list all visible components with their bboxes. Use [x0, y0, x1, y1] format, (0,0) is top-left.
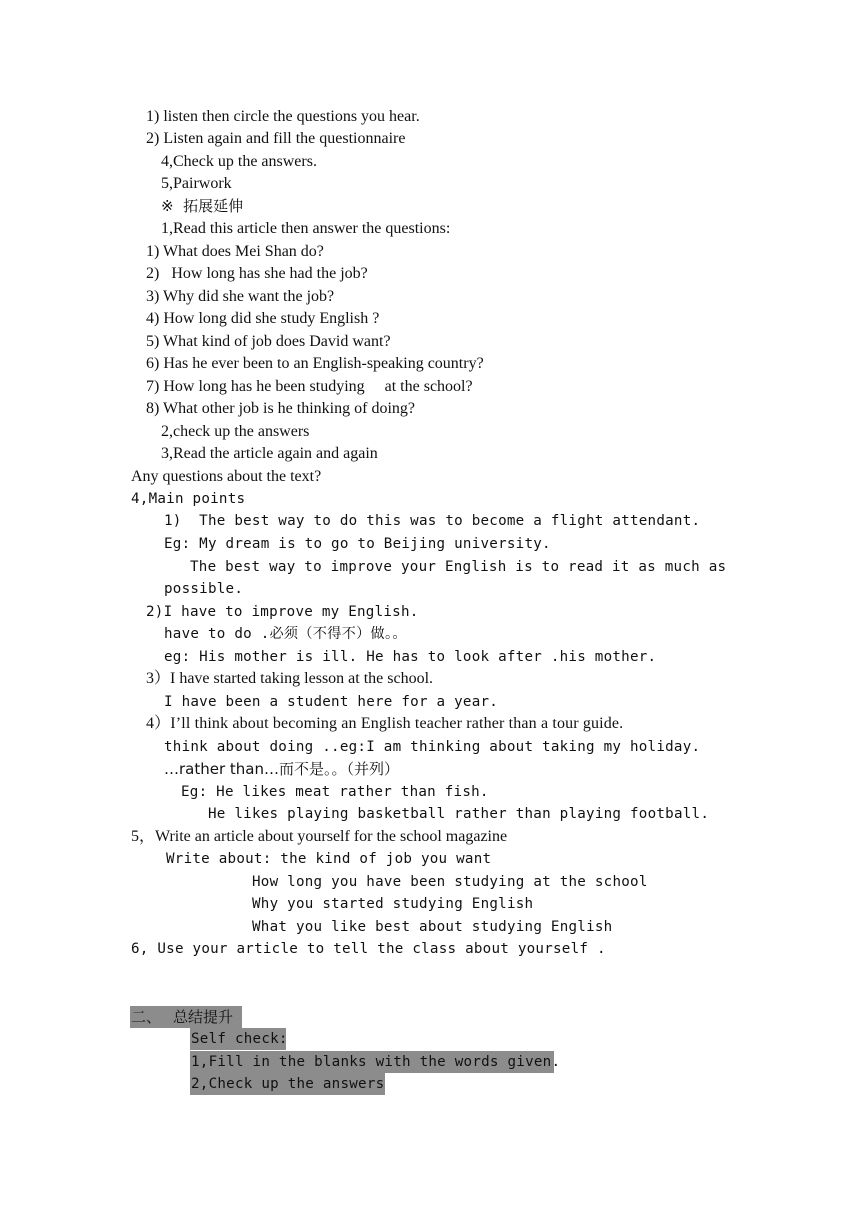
question-5: 5) What kind of job does David want?: [146, 333, 391, 350]
step-read-article: 1,Read this article then answer the questions:: [161, 220, 451, 237]
check-item-2: 2,Check up the answers: [191, 1076, 385, 1092]
question-2: 2) How long has she had the job?: [146, 265, 368, 282]
point-4-note: think about doing ..eg:I am thinking about taking my holiday.: [164, 739, 701, 755]
point-3-example: I have been a student here for a year.: [164, 694, 499, 710]
point-1-example: Eg: My dream is to go to Beijing university.: [164, 536, 551, 552]
writing-topic-1: Write about: the kind of job you want: [166, 851, 492, 867]
step-listen-circle: 1) listen then circle the questions you hear.: [146, 108, 420, 125]
question-1: 1) What does Mei Shan do?: [146, 243, 324, 260]
writing-topic-2: How long you have been studying at the school: [252, 874, 648, 890]
question-3: 3) Why did she want the job?: [146, 288, 335, 305]
step-check-answers: 4,Check up the answers.: [161, 153, 317, 170]
step-pairwork: 5,Pairwork: [161, 175, 232, 192]
section-extension-heading: ※ 拓展延伸: [161, 197, 244, 215]
item-6: 6, Use your article to tell the class about yourself .: [131, 941, 606, 957]
step-listen-fill: 2) Listen again and fill the questionnaire: [146, 130, 406, 147]
point-4-example-2: He likes playing basketball rather than playing football.: [208, 806, 710, 822]
point-4: 4）I’ll think about becoming an English teacher rather than a tour guide.: [146, 715, 624, 732]
any-questions: Any questions about the text?: [131, 468, 322, 485]
question-8: 8) What other job is he thinking of doing?: [146, 400, 415, 417]
check-item-1: 1,Fill in the blanks with the words given.: [191, 1054, 561, 1070]
main-points-heading: 4,Main points: [131, 491, 246, 507]
point-3: 3）I have started taking lesson at the school.: [146, 670, 434, 687]
point-1-example-2-cont: possible.: [164, 581, 244, 597]
point-2-example: eg: His mother is ill. He has to look after .his mother.: [164, 649, 657, 665]
point-1: 1) The best way to do this was to become a flight attendant.: [164, 513, 701, 529]
question-4: 4) How long did she study English ?: [146, 310, 380, 327]
step-check-answers-2: 2,check up the answers: [161, 423, 310, 440]
question-7: 7) How long has he been studying at the school?: [146, 378, 473, 395]
writing-topic-3: Why you started studying English: [252, 896, 534, 912]
point-1-example-2: The best way to improve your English is to read it as much as: [190, 559, 727, 575]
summary-title: 总结提升: [173, 1008, 234, 1026]
step-read-again: 3,Read the article again and again: [161, 445, 378, 462]
point-2: 2)I have to improve my English.: [146, 604, 419, 620]
summary-number: 二、: [131, 1008, 162, 1026]
point-4-rather-than: …rather than…而不是。。（并列）: [164, 760, 399, 778]
point-2-note: have to do .必须（不得不）做。。: [164, 626, 407, 642]
self-check-label: Self check:: [191, 1031, 288, 1047]
writing-heading: 5，Write an article about yourself for the school magazine: [131, 828, 508, 845]
writing-topic-4: What you like best about studying English: [252, 919, 613, 935]
point-4-example: Eg: He likes meat rather than fish.: [181, 784, 489, 800]
question-6: 6) Has he ever been to an English-speaking country?: [146, 355, 484, 372]
